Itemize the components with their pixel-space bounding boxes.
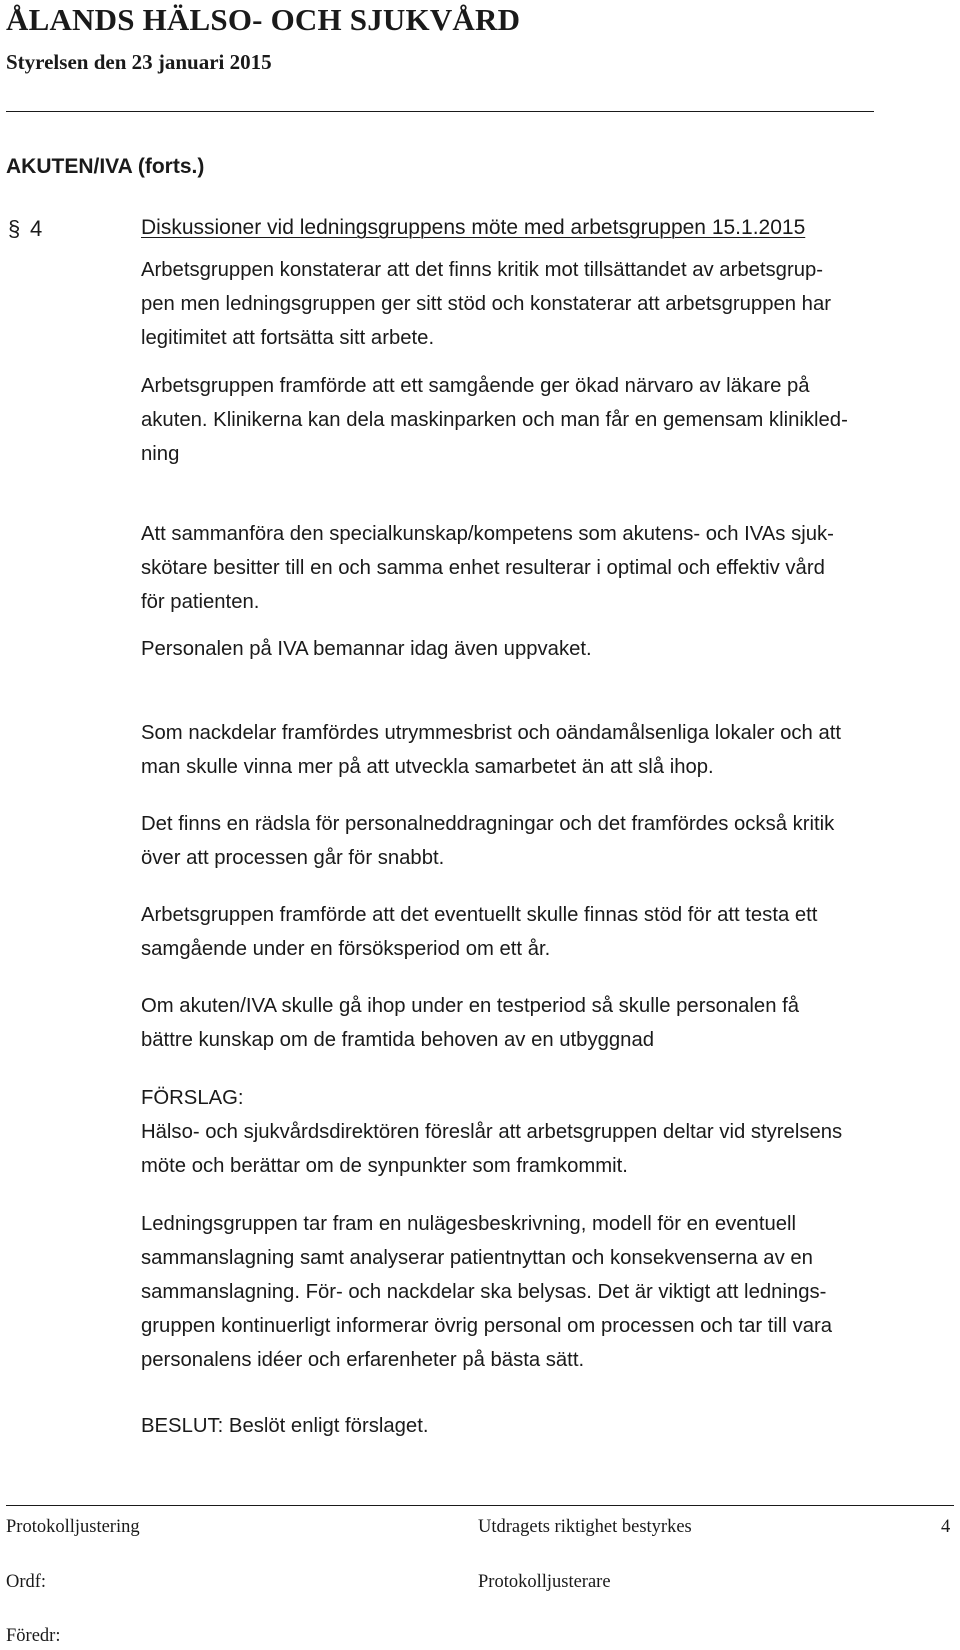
text-line: Att sammanföra den specialkunskap/kompetens som akutens- och IVAs sjuk- (141, 523, 834, 545)
text-line: skötare besitter till en och samma enhet resulterar i optimal och effektiv vård (141, 557, 825, 579)
decision-line: BESLUT: Beslöt enligt förslaget. (141, 1415, 429, 1437)
text-line: gruppen kontinuerligt informerar övrig personal om processen och tar till vara (141, 1315, 833, 1337)
text-line: möte och berättar om de synpunkter som framkommit. (141, 1155, 628, 1177)
paragraph-6 (141, 716, 941, 784)
text-line: Personalen på IVA bemannar idag även uppvaket. (141, 638, 592, 660)
paragraph-3 (141, 403, 941, 471)
paragraph-9 (141, 989, 941, 1057)
text-line: för patienten. (141, 591, 260, 613)
paragraph-11 (141, 1207, 941, 1377)
paragraph-1 (141, 253, 941, 355)
proposal-paragraph (141, 1081, 941, 1183)
page-number: 4 (941, 1517, 951, 1537)
section-title: AKUTEN/IVA (forts.) (6, 155, 205, 178)
header-divider (6, 111, 874, 112)
paragraph-2 (141, 369, 941, 403)
text-line: Arbetsgruppen framförde att ett samgående ger ökad närvaro av läkare på (141, 375, 810, 397)
paragraph-7 (141, 807, 941, 875)
paragraph-4 (141, 517, 941, 619)
paragraph-8 (141, 898, 941, 966)
protocol-adjustment-label: Protokolljustering (6, 1517, 140, 1537)
item-title: Diskussioner vid ledningsgruppens möte med arbetsgruppen 15.1.2015 (141, 216, 806, 239)
text-line: legitimitet att fortsätta sitt arbete. (141, 327, 435, 349)
text-line: Hälso- och sjukvårdsdirektören föreslår att arbetsgruppen deltar vid styrelsens (141, 1121, 843, 1143)
text-line: pen men ledningsgruppen ger sitt stöd och konstaterar att arbetsgruppen har (141, 293, 831, 315)
text-line: sammanslagning samt analyserar patientnyttan och konsekvenserna av en (141, 1247, 813, 1269)
text-line: Om akuten/IVA skulle gå ihop under en testperiod så skulle personalen få (141, 995, 800, 1017)
item-number: 4 (30, 216, 43, 241)
text-line: Arbetsgruppen framförde att det eventuellt skulle finnas stöd för att testa ett (141, 904, 818, 926)
text-line: ning (141, 443, 180, 465)
meeting-date: Styrelsen den 23 januari 2015 (6, 50, 272, 74)
section-sign: § (8, 216, 21, 241)
paragraph-5 (141, 632, 941, 666)
text-line: personalens idéer och erfarenheter på bästa sätt. (141, 1349, 585, 1371)
text-line: akuten. Klinikerna kan dela maskinparken och man får en gemensam klinikled- (141, 409, 848, 431)
decision-paragraph (141, 1409, 941, 1443)
organization-title: ÅLANDS HÄLSO- OCH SJUKVÅRD (6, 2, 521, 37)
presenter-label: Föredr: (6, 1626, 61, 1646)
certification-label: Utdragets riktighet bestyrkes (478, 1517, 692, 1537)
text-line: bättre kunskap om de framtida behoven av en utbyggnad (141, 1029, 655, 1051)
adjusters-label: Protokolljusterare (478, 1572, 611, 1592)
text-line: Det finns en rädsla för personalneddragningar och det framfördes också kritik (141, 813, 835, 835)
text-line: över att processen går för snabbt. (141, 847, 445, 869)
chair-label: Ordf: (6, 1572, 47, 1592)
text-line: sammanslagning. För- och nackdelar ska belysas. Det är viktigt att lednings- (141, 1281, 827, 1303)
proposal-label: FÖRSLAG: (141, 1087, 244, 1109)
text-line: Som nackdelar framfördes utrymmesbrist och oändamålsenliga lokaler och att (141, 722, 842, 744)
text-line: man skulle vinna mer på att utveckla samarbetet än att slå ihop. (141, 756, 714, 778)
footer-divider (6, 1505, 954, 1506)
text-line: samgående under en försöksperiod om ett år. (141, 938, 551, 960)
text-line: Arbetsgruppen konstaterar att det finns kritik mot tillsättandet av arbetsgrup- (141, 259, 824, 281)
text-line: Ledningsgruppen tar fram en nulägesbeskrivning, modell för en eventuell (141, 1213, 797, 1235)
